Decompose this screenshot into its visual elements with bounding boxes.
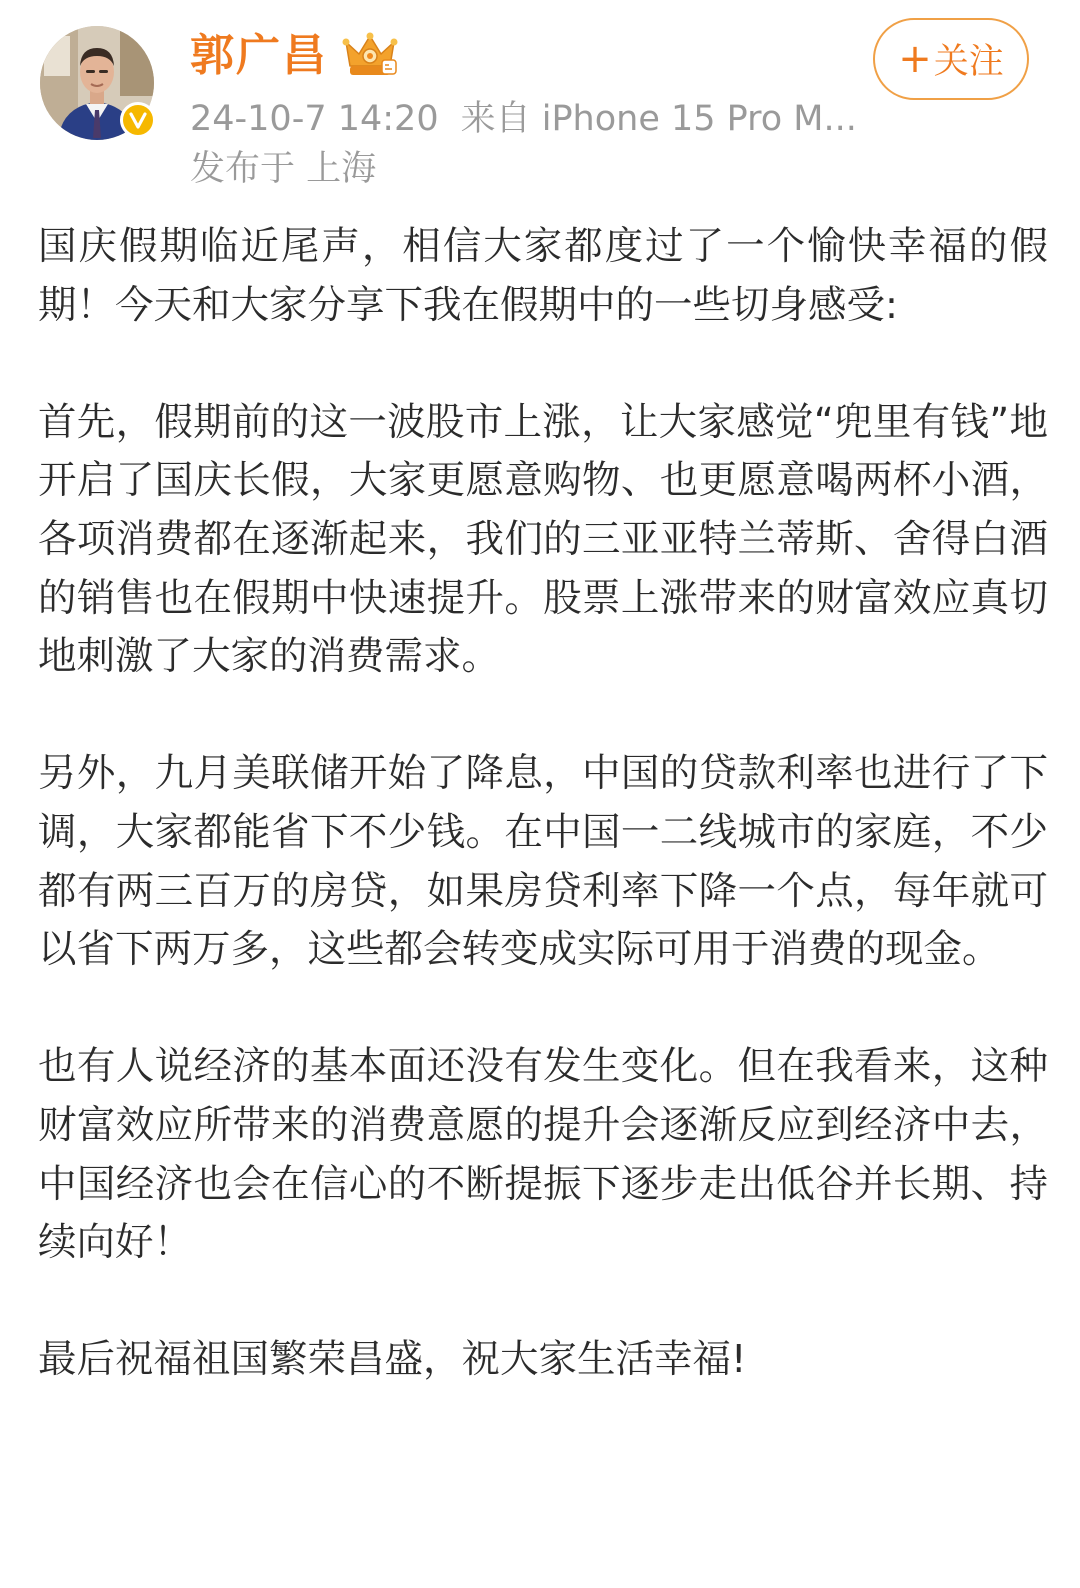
post-timestamp: 24-10-7 14:20 (190, 99, 439, 139)
post-body (38, 218, 1048, 1390)
post-header (0, 0, 1080, 210)
post-paragraph: 另外，九月美联储开始了降息，中国的贷款利率也进行了下调，大家都能省下不少钱。在中国一二线城市的家庭，不少都有两三百万的房贷，如果房贷利率下降一个点，每年就可以省下两万多，这些都会转变成实际可用于消费的现金。 (38, 751, 1048, 973)
plus-icon: + (898, 36, 932, 82)
author-name[interactable]: 郭广昌 (190, 30, 328, 81)
crown-badge-icon[interactable] (342, 32, 398, 80)
post-paragraph: 最后祝福祖国繁荣昌盛，祝大家生活幸福! (38, 1337, 747, 1383)
follow-button[interactable] (873, 18, 1029, 100)
post-location: 发布于 上海 (190, 149, 377, 189)
post-paragraph: 也有人说经济的基本面还没有发生变化。但在我看来，这种财富效应所带来的消费意愿的提升会逐渐反应到经济中去，中国经济也会在信心的不断提振下逐步走出低谷并长期、持续向好！ (38, 1044, 1048, 1266)
post-source: 来自 iPhone 15 Pro M... (460, 99, 857, 139)
author-name-row (190, 28, 398, 84)
post-paragraph: 国庆假期临近尾声，相信大家都度过了一个愉快幸福的假期！今天和大家分享下我在假期中的一些切身感受: (38, 224, 1048, 328)
author-avatar[interactable] (40, 26, 154, 140)
verified-badge-icon (120, 102, 156, 138)
post-paragraph: 首先，假期前的这一波股市上涨，让大家感觉“兜里有钱”地开启了国庆长假，大家更愿意购物、也更愿意喝两杯小酒，各项消费都在逐渐起来，我们的三亚亚特兰蒂斯、舍得白酒的销售也在假期中快速提升。股票上涨带来的财富效应真切地刺激了大家的消费需求。 (38, 399, 1048, 680)
post-meta (190, 96, 857, 142)
follow-button-label: 关注 (933, 42, 1004, 82)
